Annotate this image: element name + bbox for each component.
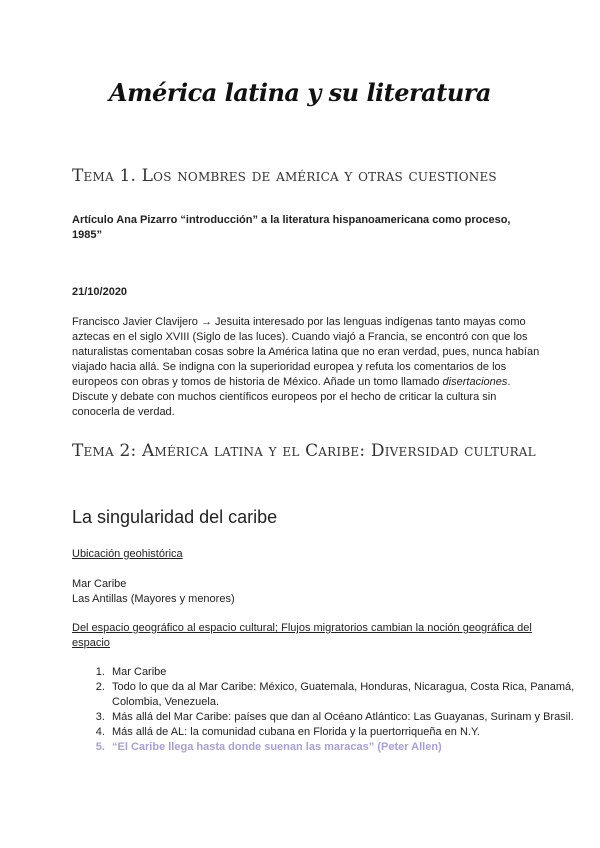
paragraph-clavijero	[72, 315, 542, 420]
numbered-list	[72, 665, 578, 755]
paragraph-italic: disertaciones	[442, 376, 508, 388]
text-mar-caribe: Mar Caribe	[72, 578, 127, 590]
paragraph-text-b: . Discute y debate con muchos científicos europeos por el hecho de criticar la cultura sin conocerla de verdad.	[72, 376, 511, 418]
section-heading-tema1: Tema 1. Los nombres de américa y otras cuestiones	[72, 166, 497, 186]
list-item: 3. Más allá del Mar Caribe: países que dan al Océano Atlántico: Las Guayanas, Surinam y Brasil.	[108, 710, 578, 725]
date-label: 21/10/2020	[72, 286, 128, 298]
paragraph-text-a: Francisco Javier Clavijero → Jesuita interesado por las lenguas indígenas tanto mayas como aztecas en el siglo XVIII (Siglo de las luces). Cuando viajó a Francia, se encontró con que los naturalistas comentaban cosas sobre la América latina que no eran verdad, pues, nunca habían viajado hacia allá. Se indigna con la superioridad europea y refuta los comentarios de los europeos con obras y tomos de historia de México. Añade un tomo llamado	[72, 316, 540, 388]
list-item: 2. Todo lo que da al Mar Caribe: México, Guatemala, Honduras, Nicaragua, Costa Rica, Panamá, Colombia, Venezuela.	[108, 680, 578, 710]
underlined-heading-espacio: Del espacio geográfico al espacio cultural; Flujos migratorios cambian la noción geográfica del espacio	[72, 622, 532, 649]
list-item: 4. Más allá de AL: la comunidad cubana en Florida y la puertorriqueña en N.Y.	[108, 725, 578, 740]
list-item: 1. Mar Caribe	[108, 665, 578, 680]
section-heading-tema2: Tema 2: América latina y el Caribe: Diversidad cultural	[72, 441, 536, 461]
list-item-quote: 5. “El Caribe llega hasta donde suenan las maracas” (Peter Allen)	[108, 740, 578, 755]
article-reference: Artículo Ana Pizarro “introducción” a la literatura hispanoamericana como proceso, 1985”	[72, 214, 511, 241]
text-antillas: Las Antillas (Mayores y menores)	[72, 593, 235, 605]
underlined-heading-ubicacion: Ubicación geohistórica	[72, 548, 183, 560]
document-title: América latina y su literatura	[109, 78, 491, 107]
subheading-singularidad: La singularidad del caribe	[72, 507, 278, 527]
